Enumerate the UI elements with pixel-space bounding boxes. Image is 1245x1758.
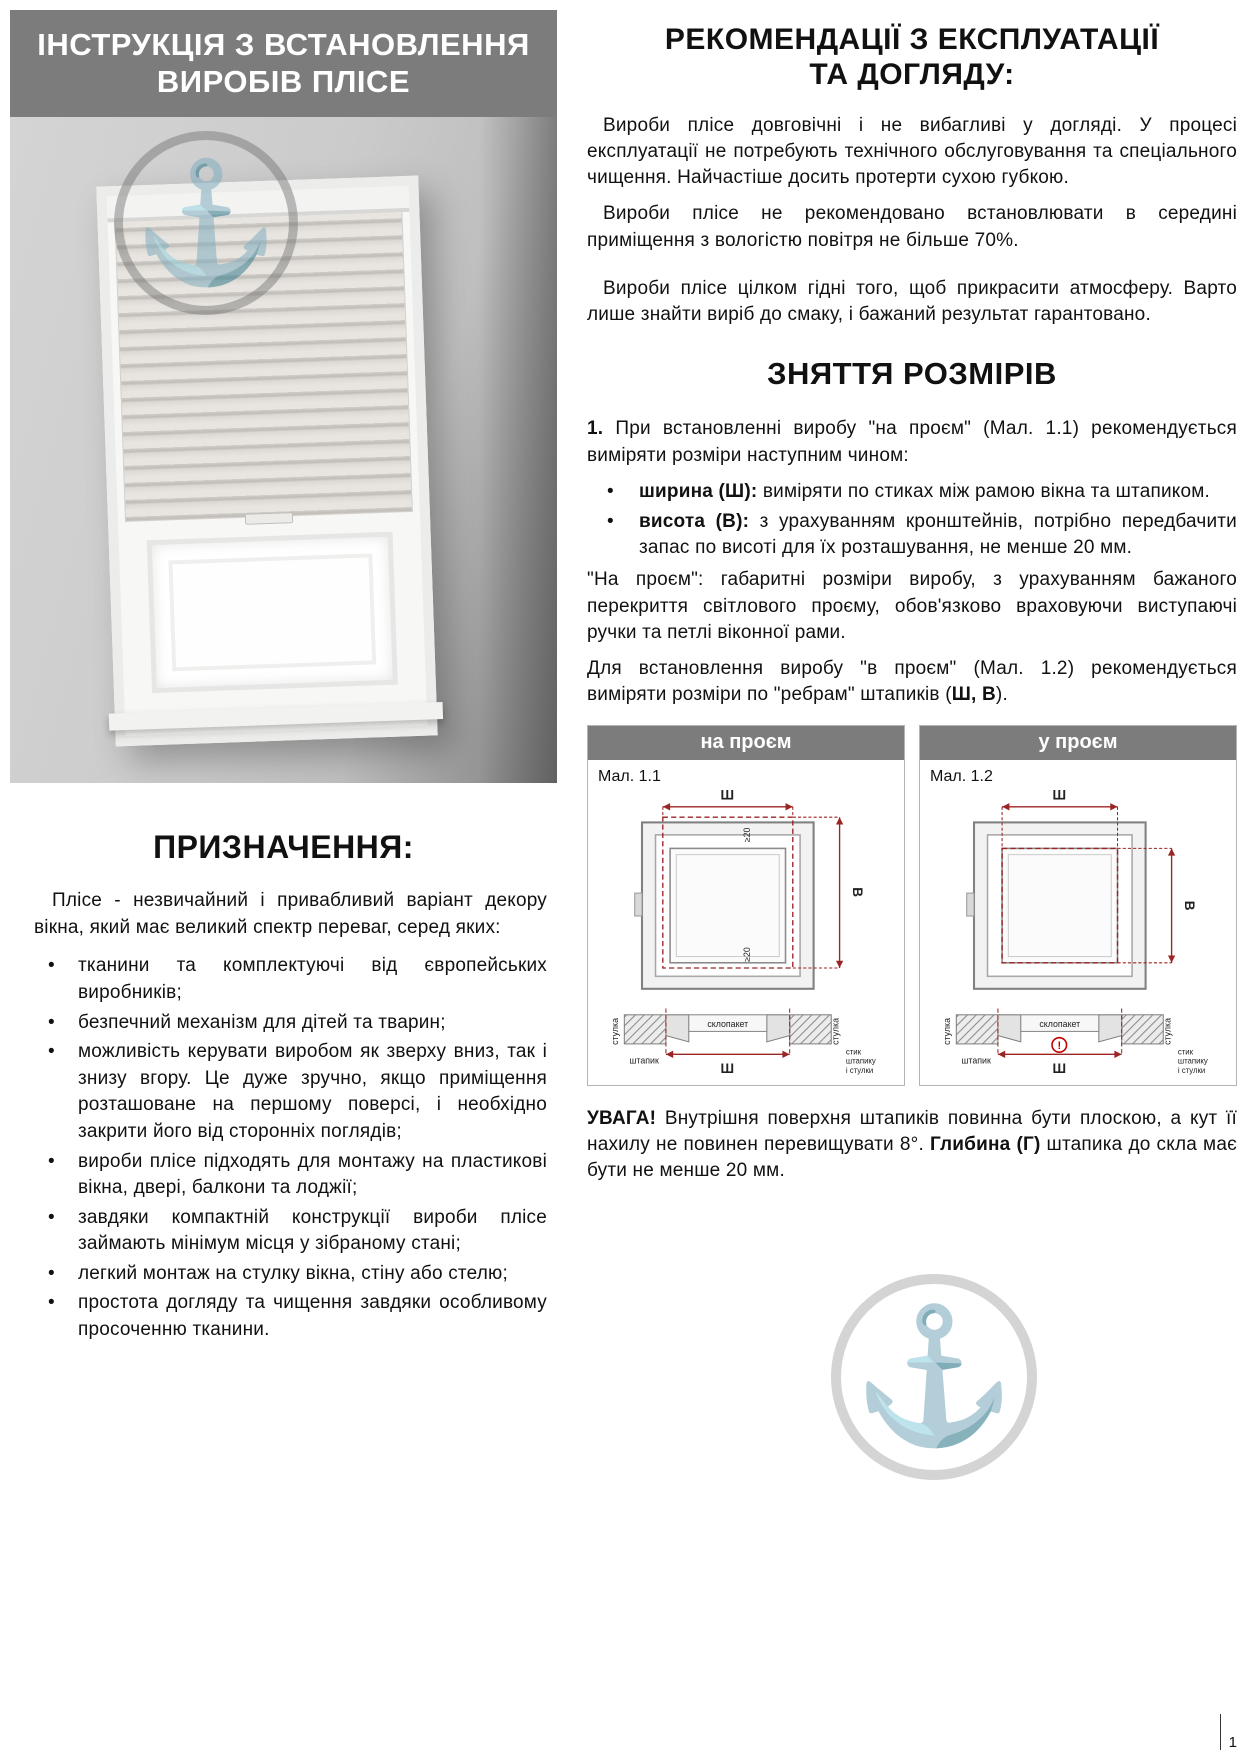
product-photo bbox=[10, 117, 557, 783]
anchor-watermark-icon: ⚓ bbox=[831, 1274, 1037, 1480]
left-header-line2: ВИРОБІВ ПЛІСЕ bbox=[156, 63, 411, 99]
warning-exclamation: ! bbox=[1057, 1039, 1062, 1052]
right-column bbox=[587, 22, 1237, 1449]
purpose-list-item: • завдяки компактній конструкції вироби плісе займають мінімум місця у зібраному стані; bbox=[34, 1205, 547, 1258]
page-number: 1 bbox=[1228, 1734, 1237, 1751]
attention-text-1: Внутрішня поверхня штапиків повинна бути плоскою, а кут її нахилу не повинен перевищувати 8°. bbox=[587, 1108, 1237, 1156]
measure-intro-number: 1. bbox=[587, 418, 604, 440]
left-header-banner bbox=[10, 10, 557, 117]
sash-label: стулка bbox=[610, 1017, 621, 1045]
measure-title: ЗНЯТТЯ РОЗМІРІВ bbox=[767, 356, 1057, 392]
diagram-header-u-proem: у проєм bbox=[920, 726, 1236, 760]
attention-depth-label: Глибина (Г) bbox=[929, 1134, 1041, 1156]
diagram-panel-u-proem bbox=[919, 725, 1237, 1087]
joint-label: стик bbox=[845, 1046, 862, 1056]
care-paragraph-2: Вироби плісе не рекомендовано встановлювати в середині приміщення з вологістю повітря не більше 70%. bbox=[587, 203, 1237, 251]
purpose-list bbox=[34, 953, 547, 1343]
window-measure-figure-2 bbox=[922, 786, 1234, 1086]
care-paragraph-3: Вироби плісе цілком гідні того, щоб прикрасити атмосферу. Варто лише знайти виріб до смаку, і бажаний результат гарантовано. bbox=[587, 277, 1237, 326]
window-measure-figure-1 bbox=[590, 786, 902, 1086]
width-label: Ш bbox=[1052, 1060, 1067, 1076]
diagram-panel-na-proem bbox=[587, 725, 905, 1087]
measurement-diagrams bbox=[587, 725, 1237, 1087]
purpose-list-item: • можливість керувати виробом як зверху вниз, так і знизу вгору. Це дуже зручно, якщо приміщення розташоване на першому поверсі, і необхідно закрити його від сторонніх поглядів; bbox=[34, 1039, 547, 1145]
bead-label: штапик bbox=[629, 1055, 659, 1066]
care-title-line2: ТА ДОГЛЯДУ: bbox=[809, 58, 1015, 92]
width-label: Ш bbox=[1052, 787, 1067, 803]
sash-label: стулка bbox=[1162, 1017, 1173, 1045]
measure-width-text: виміряти по стиках між рамою вікна та штапиком. bbox=[757, 480, 1211, 502]
window-illustration bbox=[96, 176, 437, 747]
measure-p3-start: Для встановлення виробу "в проєм" (Мал. 1.2) рекомендується виміряти розміри по "ребрам" штапиків ( bbox=[587, 658, 1237, 706]
measure-paragraph-2: "На проєм": габаритні розміри виробу, з урахуванням бажаного перекриття світлового проєму, обов'язково враховуючи виступаючі ручки та петлі віконної рами. bbox=[587, 569, 1237, 643]
measure-list-item bbox=[587, 509, 1237, 561]
page-footer bbox=[1220, 1714, 1237, 1750]
diagram-header-na-proem: на проєм bbox=[588, 726, 904, 760]
joint-label: штапику bbox=[845, 1056, 876, 1066]
care-title-line1: РЕКОМЕНДАЦІЇ З ЕКСПЛУАТАЦІЇ bbox=[664, 23, 1160, 56]
joint-label: і стулки bbox=[845, 1065, 874, 1075]
measure-p3-end: ). bbox=[995, 684, 1008, 706]
anchor-watermark-icon: ⚓ bbox=[114, 131, 298, 315]
joint-label: і стулки bbox=[1177, 1065, 1206, 1075]
figure-caption-1: Мал. 1.1 bbox=[598, 767, 661, 785]
glazing-label: склопакет bbox=[1039, 1018, 1081, 1029]
measure-intro bbox=[587, 416, 1237, 468]
purpose-list-item: • легкий монтаж на стулку вікна, стіну або стелю; bbox=[34, 1261, 547, 1288]
measure-height-text: з урахуванням кронштейнів, потрібно передбачити запас по висоті для їх розташування, не менше 20 мм. bbox=[639, 510, 1237, 559]
window-sill bbox=[109, 702, 443, 731]
measure-list-item bbox=[587, 479, 1237, 505]
height-label: В bbox=[850, 886, 866, 897]
shade-handle bbox=[245, 512, 293, 525]
attention-text-2: штапика до скла має бути не менше 20 мм. bbox=[587, 1134, 1237, 1182]
bead-label: штапик bbox=[961, 1055, 991, 1066]
footer-divider bbox=[1220, 1714, 1221, 1750]
joint-label: стик bbox=[1177, 1046, 1194, 1056]
care-title bbox=[587, 22, 1237, 93]
purpose-list-item: • тканини та комплектуючі від європейських виробників; bbox=[34, 953, 547, 1006]
care-paragraph-1: Вироби плісе довговічні і не вибагливі у догляді. У процесі експлуатації не потребують технічного обслуговування та спеціального чищення. Найчастіше досить протерти сухою губкою. bbox=[587, 114, 1237, 189]
sash-label: стулка bbox=[830, 1017, 841, 1045]
purpose-intro: Плісе - незвичайний і привабливий варіант декору вікна, який має великий спектр переваг, серед яких: bbox=[34, 890, 547, 938]
purpose-title: ПРИЗНАЧЕННЯ: bbox=[153, 829, 414, 866]
window-glass bbox=[147, 532, 398, 693]
height-label: В bbox=[1182, 900, 1198, 910]
attention-label: УВАГА! bbox=[587, 1108, 657, 1130]
left-column bbox=[10, 10, 557, 1347]
joint-label: штапику bbox=[1177, 1056, 1208, 1066]
sash-label: стулка bbox=[942, 1017, 953, 1045]
purpose-list-item: • безпечний механізм для дітей та тварин; bbox=[34, 1010, 547, 1037]
width-label: Ш bbox=[720, 787, 735, 803]
margin-label: ≥20 bbox=[742, 946, 753, 962]
measure-width-label: ширина (Ш): bbox=[639, 480, 758, 502]
measure-paragraph-3 bbox=[587, 656, 1237, 708]
left-header-line1: ІНСТРУКЦІЯ З ВСТАНОВЛЕННЯ bbox=[37, 27, 530, 62]
margin-label: ≥20 bbox=[742, 827, 753, 842]
purpose-list-item: • вироби плісе підходять для монтажу на пластикові вікна, двері, балкони та лоджії; bbox=[34, 1149, 547, 1202]
diagram-body-1 bbox=[588, 760, 904, 1086]
measure-list bbox=[587, 479, 1237, 562]
pleated-shade bbox=[115, 212, 413, 522]
measure-intro-text: При встановленні виробу "на проєм" (Мал. 1.1) рекомендується виміряти розміри наступним чином: bbox=[587, 418, 1237, 466]
measure-p3-bold: Ш, В bbox=[951, 684, 996, 706]
window-inner-sash bbox=[168, 554, 376, 672]
attention-note bbox=[587, 1106, 1237, 1185]
glazing-label: склопакет bbox=[707, 1018, 749, 1029]
figure-caption-2: Мал. 1.2 bbox=[930, 767, 993, 785]
width-label: Ш bbox=[720, 1060, 735, 1076]
purpose-list-item: • простота догляду та чищення завдяки особливому просоченню тканини. bbox=[34, 1290, 547, 1343]
diagram-body-2 bbox=[920, 760, 1236, 1086]
measure-height-label: висота (В): bbox=[639, 510, 750, 532]
